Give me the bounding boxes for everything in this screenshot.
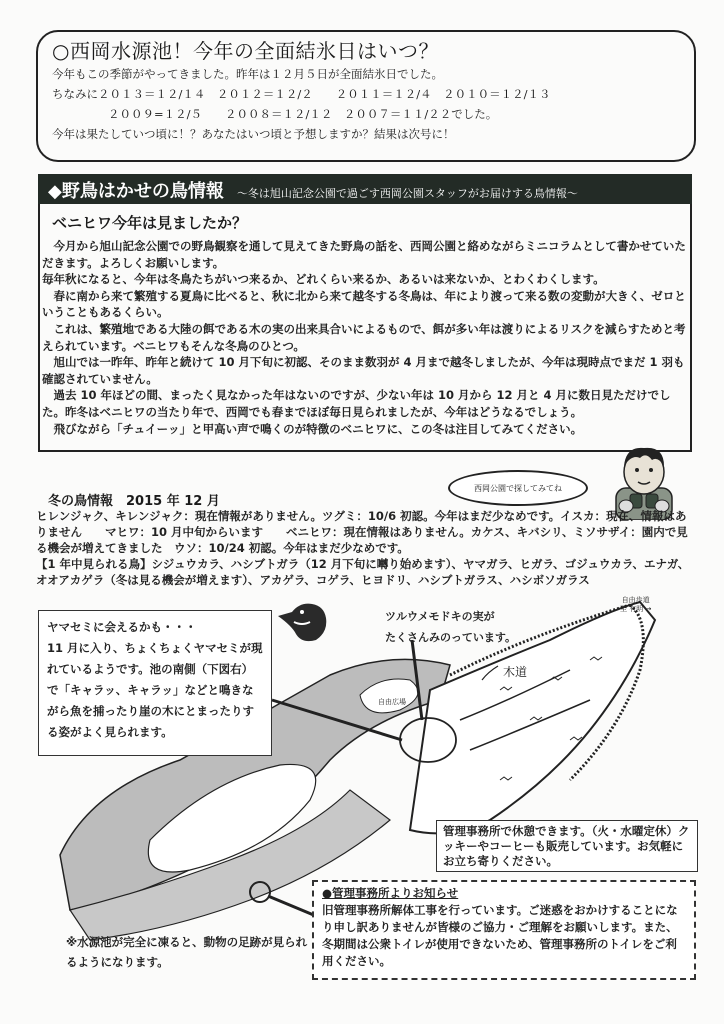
reservoir-title: ○西岡水源池！今年の全面結氷日はいつ？ — [52, 39, 439, 63]
column-paragraph: これは、繁殖地である大陸の餌である木の実の出来具合いによるもので、餌が多い年は渡りによるリスクを減らすためと考えられています。ベニヒワもそんな冬鳥のひとつ。 — [42, 321, 686, 353]
column-paragraph: 過去 10 年ほどの間、まったく見なかった年はないのですが、少ない年は 10 月から 12 月と 4 月に数日見ただけでした。昨冬はベニヒワの当たり年で、西岡でも春までほぼ毎日見られましたが、今年はどうなるでしょう。 — [42, 388, 671, 419]
kingfisher-icon — [278, 604, 326, 641]
kingfisher-info-box — [38, 610, 272, 756]
bird-column-header — [38, 174, 692, 204]
column-heading: ベニヒワ今年は見ましたか？ — [52, 214, 248, 232]
year-round-birds: 【1 年中見られる鳥】シジュウカラ、ハシブトガラ（12 月下旬に囀り始めます）、ヤマガラ、ヒガラ、ゴジュウカラ、エナガ、オオアカゲラ（冬は見る機会が増えます）、アカゲラ、コゲラ、ヒヨドリ、ハシブトガラス、ハシボソガラス — [36, 557, 690, 587]
kingfisher-title: ヤマセミに会えるかも・・・ — [47, 620, 197, 634]
column-paragraph: 旭山では一昨年、昨年と続けて 10 月下旬に初認、そのまま数羽が 4 月まで越冬しましたが、今年は現時点でまだ 1 羽も確認されていません。 — [42, 355, 685, 386]
free-walkway-label-line: 至 有明 → — [620, 605, 652, 613]
office-info-text: 管理事務所で休憩できます。（火・水曜定休）クッキーやコーヒーも販売しています。お気軽にお立ち寄りください。 — [443, 824, 690, 868]
notice-title: ●管理事務所よりお知らせ — [322, 886, 459, 900]
column-body — [42, 238, 690, 437]
column-paragraph: 毎年秋になると、今年は冬鳥たちがいつ来るか、どれくらい来るか、あるいは来ないか、とわくわくします。 — [42, 272, 605, 287]
reservoir-history-2: ２００９=１２/５ ２００８＝１２/１２ ２００７＝１１/２２でした。 — [108, 107, 498, 121]
free-walkway-label — [620, 596, 651, 614]
speech-bubble-text: 西岡公園で探してみてね — [474, 483, 562, 493]
free-square-label: 自由広場 — [378, 698, 406, 706]
column-paragraph: 飛びながら「チュイーッ」と甲高い声で鳴くのが特徴のベニヒワに、この冬は注目してみてください。 — [53, 421, 583, 436]
berry-note-line: たくさんみのっています。 — [385, 631, 517, 644]
column-paragraph: 春に南から来て繁殖する夏鳥に比べると、秋に北から来て越冬する冬鳥は、年により渡って来る数の変動が大きく、ゼロということもあるくらい。 — [42, 288, 686, 320]
column-paragraph: 今月から旭山記念公園での野鳥観察を通して見えてきた野鳥の話を、西岡公園と絡めながらミニコラムとして書かせていただきます。よろしくお願いします。 — [42, 239, 686, 270]
berry-note-line: ツルウメモドキの実が — [385, 610, 495, 623]
reservoir-last-year: 今年もこの季節がやってきました。昨年は１２月５日が全面結氷日でした。 — [52, 67, 443, 81]
bird-column-subtitle: ～冬は旭山記念公園で過ごす西岡公園スタッフがお届けする鳥情報～ — [236, 187, 578, 200]
winter-birds-status: ヒレンジャク、キレンジャク：現在情報がありません。ツグミ：10/6 初認。今年はまだ少なめです。イスカ：現在、情報はありません マヒワ：10 月中旬からいます ベニヒワ：現在情報はありません。カケス、キバシリ、ミソサザイ：園内で見る機会が増えてきました ウソ：10/24 初認。今年はまだ少なめです。 — [36, 509, 688, 555]
footprint-footnote: ※水源池が完全に凍ると、動物の足跡が見られるようになります。 — [66, 935, 308, 969]
reservoir-history-1: ちなみに２０１３＝１２/１４ ２０１２＝１２/２ ２０１１＝１２/４ ２０１０＝１２/１３ — [52, 87, 551, 101]
notice-body: 旧管理事務所解体工事を行っています。ご迷惑をおかけすることになり申し訳ありませんが皆様のご協力・ご理解をお願いします。また、冬期間は公衆トイレが使用できないため、管理事務所のトイレをご利用ください。 — [322, 903, 678, 968]
winter-birds-body — [36, 508, 696, 588]
winter-birds-title: 冬の鳥情報 2015 年 12 月 — [48, 494, 220, 509]
boardwalk-label: 木道 — [503, 665, 528, 679]
reservoir-question: 今年は果たしていつ頃に！？あなたはいつ頃と予想しますか？結果は次号に！ — [52, 127, 455, 141]
office-notice-box — [312, 880, 696, 980]
reservoir-freeze-section — [36, 30, 696, 162]
kingfisher-body: 11 月に入り、ちょくちょくヤマセミが現れているようです。池の南側（下図右）で「キャラッ、キャラッ」などと鳴きながら魚を捕ったり崖の木にとまったりする姿がよく見られます。 — [47, 641, 263, 739]
bird-column-title: ◆野鳥はかせの鳥情報 — [48, 181, 224, 202]
office-info-box — [436, 820, 698, 872]
speech-bubble — [448, 470, 588, 506]
berry-note — [385, 606, 516, 648]
free-walkway-label-line: 自由歩道 — [621, 596, 650, 604]
